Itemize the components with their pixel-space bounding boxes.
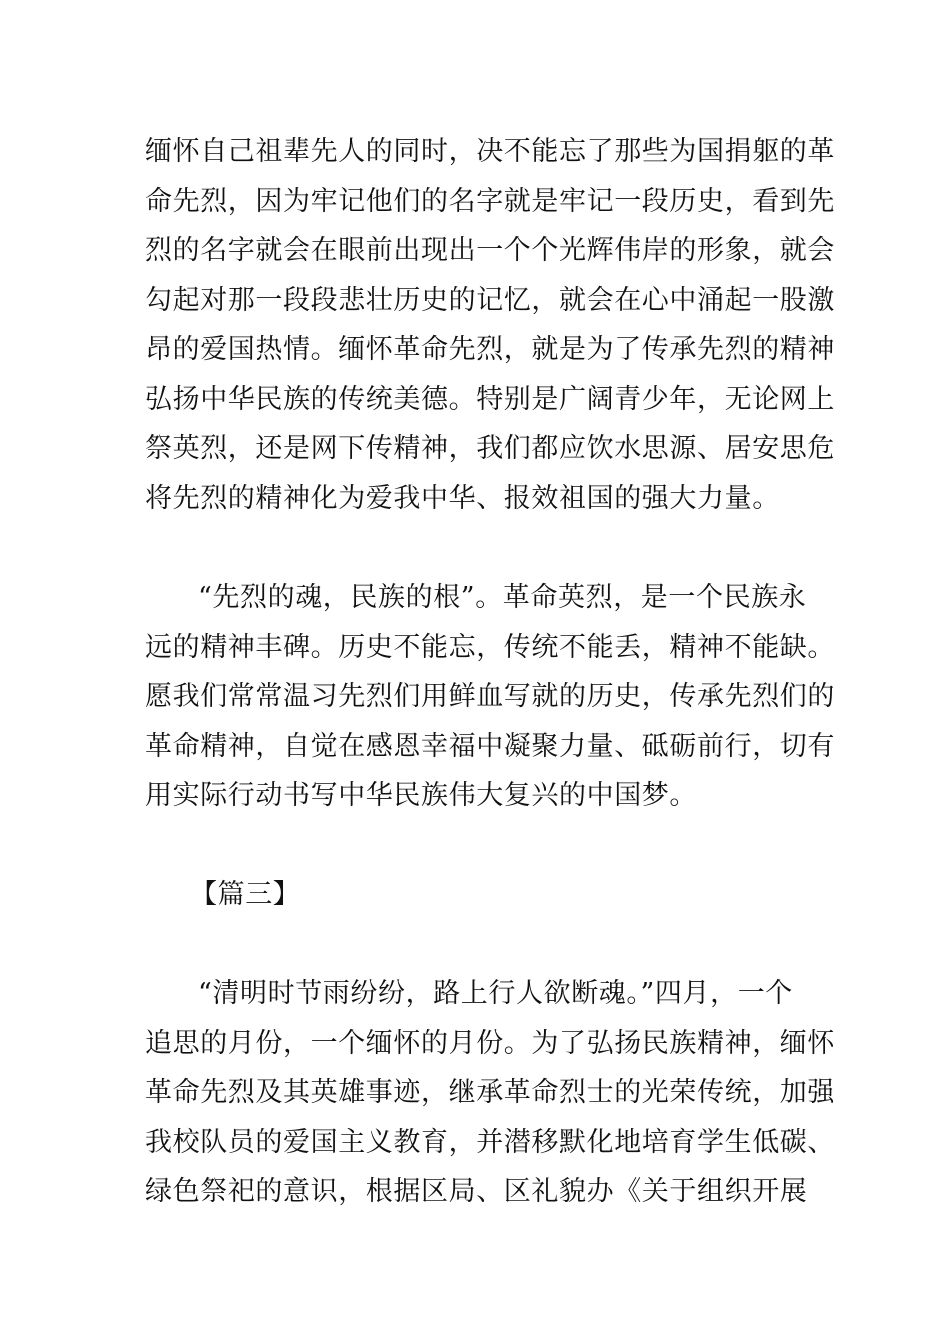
- paragraph-3-line-3: 革命先烈及其英雄事迹，继承革命烈士的光荣传统，加强: [145, 1077, 835, 1108]
- paragraph-2-line-3: 愿我们常常温习先烈们用鲜血写就的历史，传承先烈们的: [145, 681, 835, 712]
- paragraph-1-line-1: 缅怀自己祖辈先人的同时，决不能忘了那些为国捐躯的革: [145, 136, 835, 167]
- paragraph-2-line-1: “先烈的魂，民族的根”。革命英烈，是一个民族永: [198, 582, 807, 613]
- section-heading: 【篇三】: [190, 879, 301, 910]
- paragraph-3-line-2: 追思的月份，一个缅怀的月份。为了弘扬民族精神，缅怀: [145, 1028, 835, 1059]
- paragraph-2-line-5: 用实际行动书写中华民族伟大复兴的中国梦。: [145, 780, 697, 811]
- paragraph-1-line-7: 祭英烈，还是网下传精神，我们都应饮水思源、居安思危: [145, 433, 835, 464]
- paragraph-1-line-5: 昂的爱国热情。缅怀革命先烈，就是为了传承先烈的精神: [145, 334, 835, 365]
- paragraph-2-line-2: 远的精神丰碑。历史不能忘，传统不能丢，精神不能缺。: [145, 632, 835, 663]
- paragraph-1-line-3: 烈的名字就会在眼前出现出一个个光辉伟岸的形象，就会: [145, 235, 835, 266]
- paragraph-3-line-4: 我校队员的爱国主义教育，并潜移默化地培育学生低碳、: [145, 1127, 835, 1158]
- paragraph-1-line-2: 命先烈，因为牢记他们的名字就是牢记一段历史，看到先: [145, 186, 835, 217]
- paragraph-2-line-4: 革命精神，自觉在感恩幸福中凝聚力量、砥砺前行，切有: [145, 731, 835, 762]
- paragraph-1-line-4: 勾起对那一段段悲壮历史的记忆，就会在心中涌起一股激: [145, 285, 835, 316]
- paragraph-1-line-6: 弘扬中华民族的传统美德。特别是广阔青少年，无论网上: [145, 384, 835, 415]
- paragraph-1-line-8: 将先烈的精神化为爱我中华、报效祖国的强大力量。: [145, 483, 780, 514]
- paragraph-3-line-5: 绿色祭祀的意识，根据区局、区礼貌办《关于组织开展: [145, 1176, 808, 1207]
- paragraph-3-line-1: “清明时节雨纷纷，路上行人欲断魂。”四月，一个: [198, 978, 793, 1009]
